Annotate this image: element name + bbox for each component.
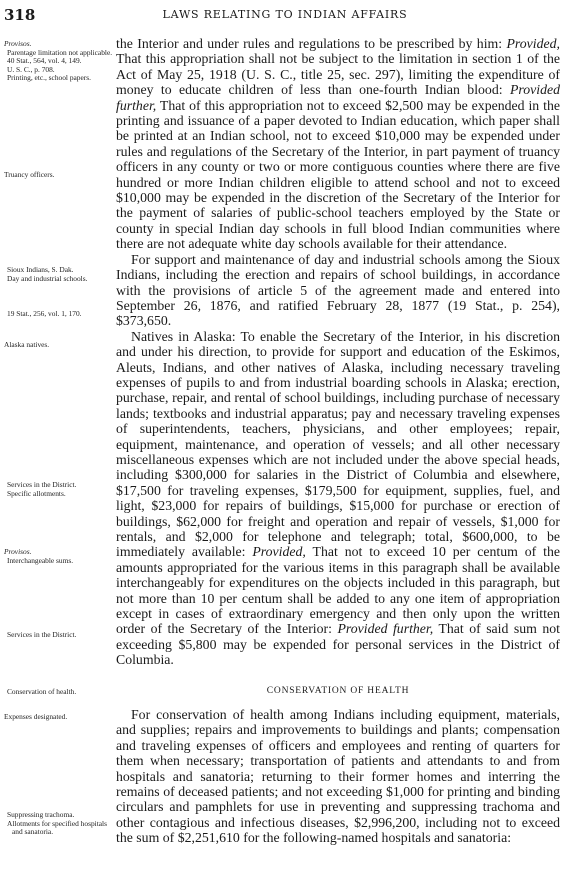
margin-note-truancy: Truancy officers.	[4, 170, 55, 179]
paragraph-continuation	[116, 36, 560, 252]
margin-note-parentage: Parentage limitation not applicable.	[7, 47, 113, 57]
margin-note-provisos	[4, 40, 118, 83]
proviso-label: Provided,	[506, 36, 560, 51]
paragraph-continuation-text-c: That this appropriation shall not be subject to the limitation in section 1 of the Act of May 25, 1918 (U. S. C., title 25, sec. 297), limiting the expenditure of money to educate children of less than one-fourth Indian blood:	[116, 51, 560, 98]
margin-note-printing: Printing, etc., school papers.	[7, 73, 91, 83]
paragraph-alaska-text-a: Natives in Alaska: To enable the Secretary of the Interior, in his discretion and under his direction, to provide for support and education of the Eskimos, Aleuts, Indians, and other natives of Alaska, including necessary traveling expenses of pupils to and from industrial boarding schools in Alaska; erection, purchase, repair, and rental of school buildings, including purchase of necessary lands; textbooks and industrial apparatus; pay and necessary traveling expenses of superintendents, teachers, physicians, and other employees; repair, equipment, maintenance, and operation of vessels; and all other necessary miscellaneous expenses which are not included under the above special heads, including $300,000 for salaries in the District of Columbia and elsewhere, $17,500 for traveling expenses, $179,500 for equipment, supplies, fuel, and light, $23,000 for repairs of buildings, $15,000 for purchase or erection of buildings, $62,000 for freight and operation and repair of vessels, $1,000 for rentals, and $2,000 for telephone and telegraph; total, $600,000, to be immediately available:	[116, 328, 560, 560]
margin-note-schools: Day and industrial schools.	[7, 273, 88, 283]
running-head: LAWS RELATING TO INDIAN AFFAIRS	[162, 8, 408, 21]
margin-notes	[0, 0, 116, 871]
margin-note-services	[4, 481, 118, 498]
body-column	[116, 36, 560, 676]
margin-note-conservation-text: Conservation of health.	[7, 687, 77, 696]
proviso-further-label: Provided further,	[116, 82, 560, 113]
paragraph-alaska-text-e: That of said sum not exceeding $5,800 may be expended for personal services in the District of Columbia.	[116, 621, 560, 668]
margin-note-trachoma-label: Suppressing trachoma.	[7, 810, 75, 819]
margin-note-services-2-text: Services in the District.	[7, 630, 77, 639]
paragraph-alaska	[116, 329, 560, 668]
margin-note-expenses: Expenses designated.	[4, 712, 68, 721]
margin-note-citation-usc: U. S. C., p. 708.	[7, 64, 55, 74]
margin-note-hospitals: Allotments for specified hospitals and sanatoria.	[7, 818, 107, 837]
section-body	[116, 707, 560, 867]
margin-note-alaska: Alaska natives.	[4, 340, 50, 349]
margin-note-interchangeable: Interchangeable sums.	[7, 555, 74, 565]
margin-note-citation-stat: 40 Stat., 564, vol. 4, 149.	[7, 56, 82, 66]
page-number: 318	[4, 6, 36, 24]
margin-note-services-label: Services in the District.	[7, 480, 77, 489]
paragraph-continuation-text-e: That of this appropriation not to exceed $2,500 may be expended in the printing and issuance of a paper devoted to Indian education, which paper shall be printed at an Indian school, not to exceed $10,000 may be expended under rules and regulations of the Secretary of the Interior, in part payment of truancy officers in any county or two or more contiguous counties where there are five hundred or more Indian children eligible to attend school and not to exceed $10,000 may be expended in the discretion of the Secretary of the Interior for the payment of salaries of public-school teachers employed by the State or county in special Indian day schools in full blood Indian communities where there are not adequate white day schools available for their attendance.	[116, 97, 560, 252]
margin-note-provisos-2	[4, 548, 118, 565]
paragraph-alaska-text-c: That not to exceed 10 per centum of the amounts appropriated for the various items in this paragraph shall be available interchangeably for expenditures on the objects included in this paragraph, but not more than 10 per centum shall be added to any one item of appropriation except in cases of extraordinary emergency and then only upon the written order of the Secretary of the Interior:	[116, 544, 560, 637]
proviso-label-2: Provided,	[252, 544, 306, 560]
paragraph-sioux: For support and maintenance of day and industrial schools among the Sioux Indians, including the erection and repairs of school buildings, in accordance with the provisions of article 5 of the agreement made and entered into September 26, 1876, and ratified February 28, 1877 (19 Stat., p. 254), $373,650.	[116, 251, 560, 329]
margin-note-services-2	[4, 631, 118, 640]
margin-note-sioux-label: Sioux Indians, S. Dak.	[7, 265, 74, 274]
paragraph-conservation: For conservation of health among Indians including equipment, materials, and supplies; repairs and improvements to buildings and plants; compensation and traveling expenses of officers and employees and renting of quarters for them when necessary; transportation of patients and attendants to and from hospitals and sanatoria; returning to their former homes and interring the remains of deceased patients; and not exceeding $1,000 for printing and binding circulars and pamphlets for use in preventing and suppressing trachoma and other contagious and infectious diseases, $2,996,200, including not to exceed the sum of $2,251,610 for the following-named hospitals and sanatoria:	[116, 707, 560, 846]
margin-note-allotments: Specific allotments.	[7, 488, 66, 498]
margin-note-provisos-label: Provisos.	[4, 39, 32, 48]
margin-note-trachoma	[4, 811, 118, 837]
proviso-further-label-2: Provided further,	[337, 621, 434, 637]
margin-note-provisos-2-label: Provisos.	[4, 547, 32, 556]
margin-note-citation-19stat	[4, 310, 118, 319]
margin-note-sioux	[4, 266, 118, 283]
section-heading: CONSERVATION OF HEALTH	[266, 686, 410, 696]
margin-note-conservation	[4, 688, 118, 697]
margin-note-citation-19stat-text: 19 Stat., 256, vol. 1, 170.	[7, 309, 82, 318]
paragraph-continuation-text-a: the Interior and under rules and regulations to be prescribed by him:	[116, 36, 507, 51]
